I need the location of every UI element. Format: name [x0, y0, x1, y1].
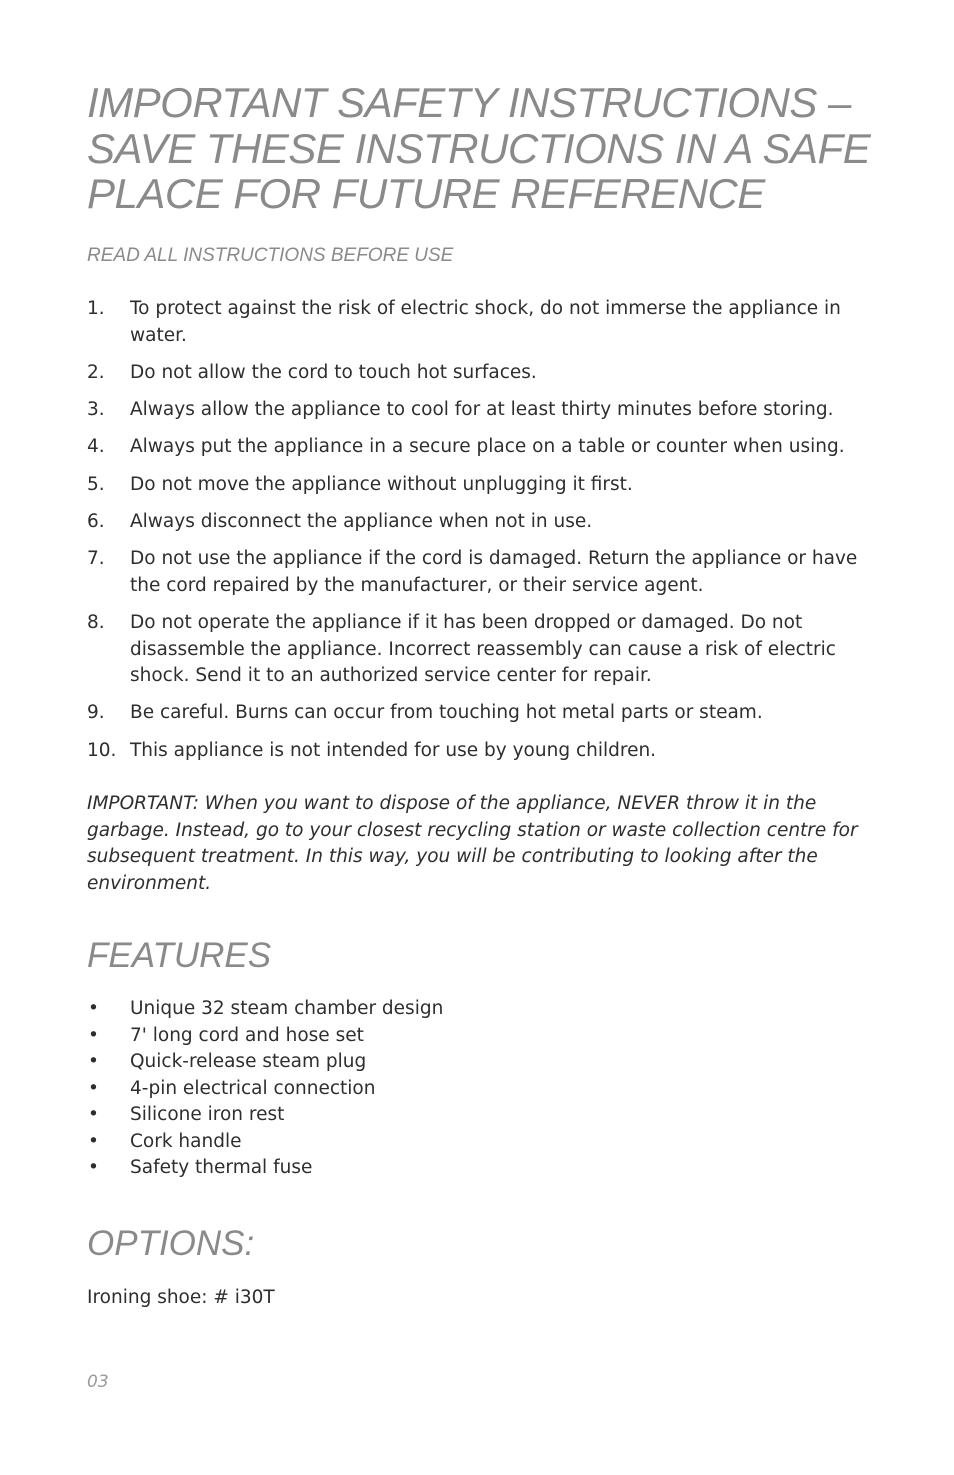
bullet-icon: •: [88, 1077, 99, 1099]
item-number: 4.: [87, 436, 105, 458]
item-text: Safety thermal fuse: [130, 1157, 313, 1178]
bullet-icon: •: [88, 1024, 99, 1046]
page-subtitle: READ ALL INSTRUCTIONS BEFORE USE: [87, 245, 454, 266]
list-item: [87, 1049, 787, 1076]
list-item: [87, 1155, 787, 1182]
list-item: [87, 360, 877, 387]
bullet-icon: •: [88, 1130, 99, 1152]
list-item: [87, 1129, 787, 1156]
list-item: [87, 509, 877, 536]
list-item: [87, 700, 877, 727]
list-item: [87, 996, 787, 1023]
item-number: 2.: [87, 361, 105, 383]
item-text: Silicone iron rest: [130, 1104, 285, 1125]
item-text: Do not move the appliance without unplugging it first.: [130, 473, 633, 495]
features-heading: FEATURES: [87, 936, 272, 975]
item-number: 3.: [87, 399, 105, 421]
item-text: This appliance is not intended for use by young children.: [130, 739, 657, 761]
item-number: 9.: [87, 702, 105, 724]
item-text: Cork handle: [130, 1130, 242, 1152]
features-list: [87, 996, 787, 1182]
list-item: [87, 1076, 787, 1103]
bullet-icon: •: [88, 1157, 99, 1178]
item-number: 7.: [87, 548, 105, 570]
bullet-icon: •: [88, 998, 99, 1019]
item-text: 7' long cord and hose set: [130, 1024, 364, 1046]
item-text: Always put the appliance in a secure place on a table or counter when using.: [130, 436, 845, 458]
list-item: [87, 296, 877, 349]
list-item: [87, 1023, 787, 1050]
item-text: Be careful. Burns can occur from touching hot metal parts or steam.: [130, 702, 763, 724]
bullet-icon: •: [88, 1104, 99, 1125]
item-text: Always disconnect the appliance when not in use.: [130, 510, 593, 532]
title-line: SAVE THESE INSTRUCTIONS IN A SAFE: [87, 124, 871, 172]
item-text: Quick-release steam plug: [130, 1051, 367, 1072]
item-text: Always allow the appliance to cool for at least thirty minutes before storing.: [130, 399, 834, 421]
item-text: Do not allow the cord to touch hot surfaces.: [130, 361, 537, 383]
list-item: [87, 1102, 787, 1129]
safety-instructions-list: [87, 296, 877, 775]
item-text: 4-pin electrical connection: [130, 1077, 376, 1099]
item-text: To protect against the risk of electric shock, do not immerse the appliance in water.: [130, 298, 841, 346]
list-item: [87, 738, 877, 765]
list-item: [87, 472, 877, 499]
page-title: [87, 80, 877, 217]
item-number: 6.: [87, 510, 105, 532]
page-number: 03: [87, 1372, 109, 1392]
bullet-icon: •: [88, 1051, 99, 1072]
title-line: PLACE FOR FUTURE REFERENCE: [87, 170, 765, 217]
list-item: [87, 397, 877, 424]
item-number: 5.: [87, 473, 105, 495]
item-number: 1.: [87, 298, 105, 319]
item-text: Unique 32 steam chamber design: [130, 998, 444, 1019]
title-line: IMPORTANT SAFETY INSTRUCTIONS –: [87, 79, 851, 126]
item-number: 8.: [87, 612, 105, 634]
list-item: [87, 546, 877, 599]
options-heading: OPTIONS:: [87, 1224, 255, 1263]
item-number: 10.: [87, 739, 117, 761]
options-text: Ironing shoe: # i30T: [87, 1287, 275, 1308]
item-text: Do not use the appliance if the cord is damaged. Return the appliance or have the cord repaired by the manufacturer, or their service agent.: [130, 548, 858, 596]
disposal-note: IMPORTANT: When you want to dispose of the appliance, NEVER throw it in the garbage. Instead, go to your closest recycling station or waste collection centre for subsequent treatment. In this way, you will be contributing to looking after the environment.: [87, 793, 858, 894]
list-item: [87, 610, 877, 690]
list-item: [87, 434, 877, 461]
item-text: Do not operate the appliance if it has been dropped or damaged. Do not disassemble the appliance. Incorrect reassembly can cause a risk of electric shock. Send it to an authorized service center for repair.: [130, 612, 836, 687]
